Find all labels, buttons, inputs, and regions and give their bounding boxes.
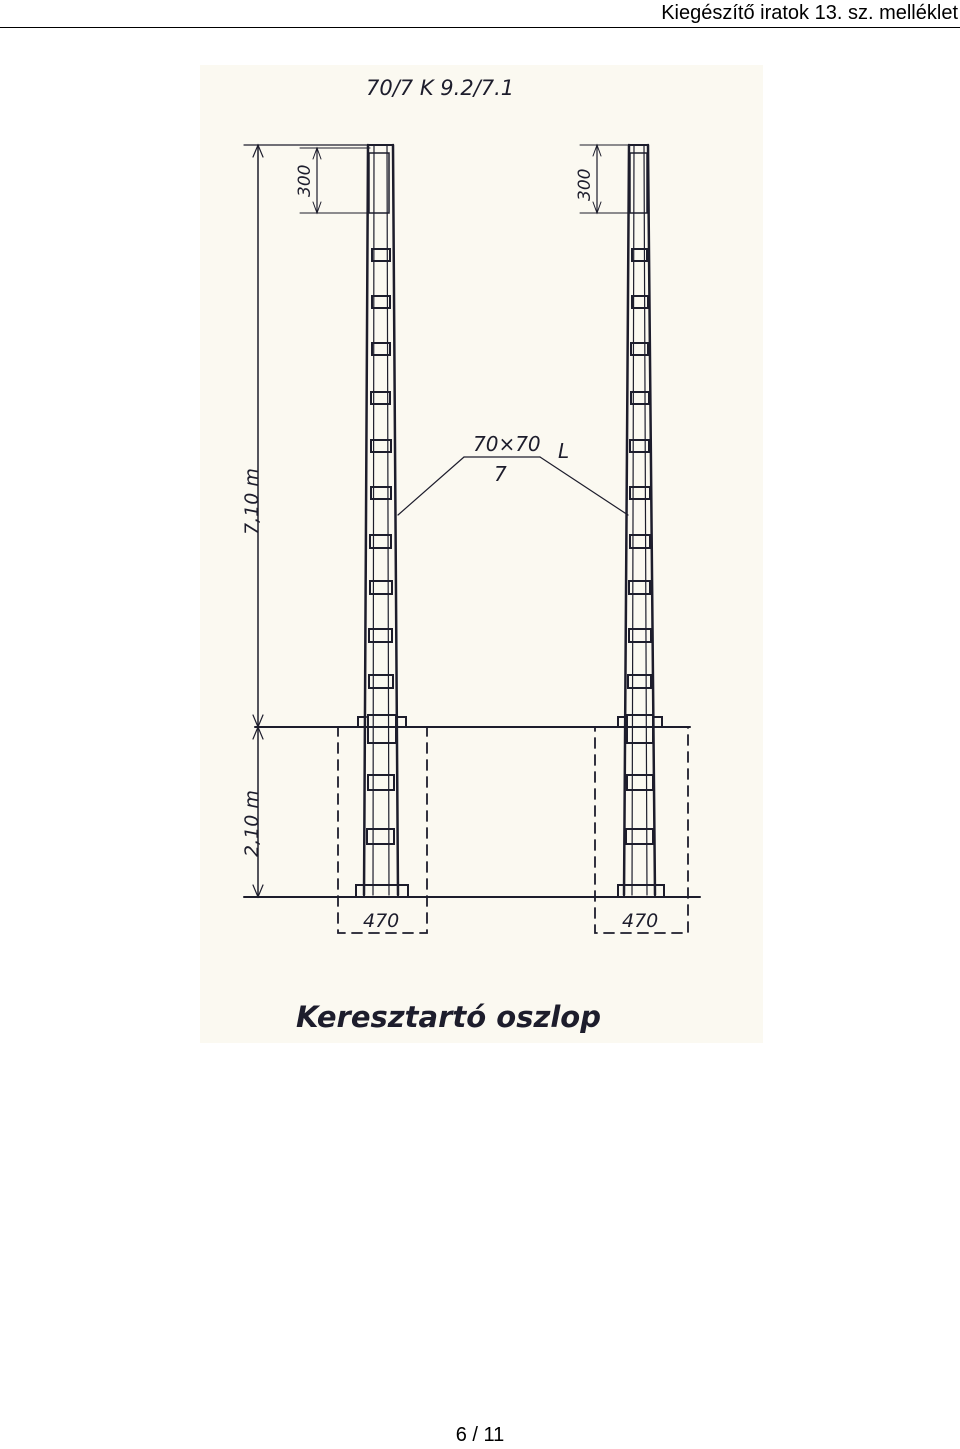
drawing-caption: Keresztartó oszlop <box>296 1000 601 1034</box>
left-pole <box>356 145 408 897</box>
scanned-drawing <box>200 65 763 1043</box>
drawing-code: 70/7 K 9.2/7.1 <box>366 76 515 100</box>
pole-drawing-svg <box>200 65 763 1043</box>
right-top-dimension: 300 <box>575 168 595 201</box>
right-base-width: 470 <box>622 910 659 932</box>
left-base-width: 470 <box>363 910 400 932</box>
page-number: 6 / 11 <box>455 1424 505 1446</box>
profile-size: 70×70 <box>473 432 541 456</box>
height-above-ground: 7,10 m <box>241 468 263 535</box>
left-top-dimension: 300 <box>295 164 315 197</box>
right-pole <box>618 145 664 897</box>
profile-thickness: 7 <box>494 462 507 486</box>
page-header: Kiegészítő iratok 13. sz. melléklet <box>0 0 960 28</box>
height-below-ground: 2,10 m <box>241 790 263 857</box>
profile-type: L <box>558 439 570 463</box>
